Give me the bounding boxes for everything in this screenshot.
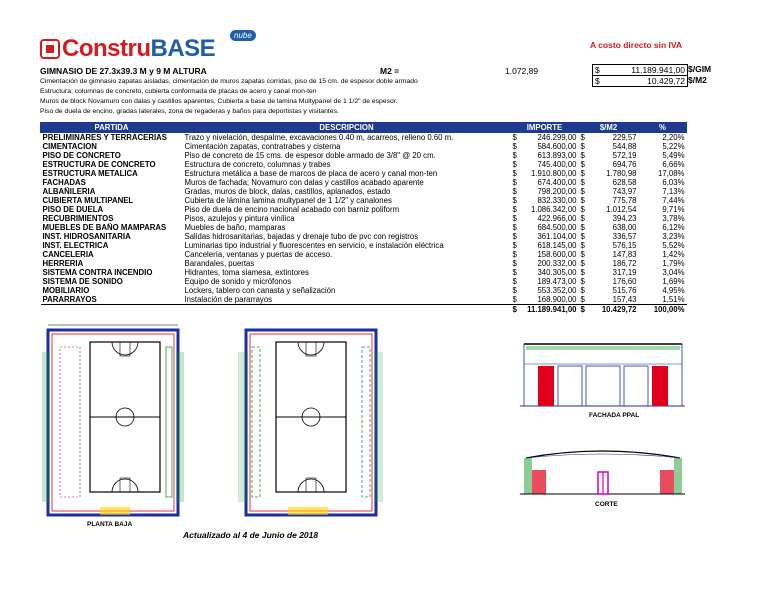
description-line: Muros de block Novamuro con dalas y castillos aparentes. Cubierta a base de lamina Multypanel de 1 1/2" de espesor.: [40, 98, 398, 105]
cell-pct: 17,08%: [658, 169, 685, 178]
cell-importe: 613.893,00: [537, 151, 577, 160]
floor-plan-label: PLANTA BAJA: [87, 521, 133, 528]
cell-cur2: $: [580, 196, 585, 205]
table-row: [41, 151, 687, 160]
cell-importe: 422.966,00: [537, 214, 577, 223]
cell-importe: 832.330,00: [537, 196, 577, 205]
cell-pct: 7,13%: [662, 187, 685, 196]
cell-descripcion: Hidrantes, toma siamesa, extintores: [184, 268, 309, 277]
cell-m2: 775,78: [612, 196, 637, 205]
cell-m2: 317,19: [612, 268, 637, 277]
total-importe: 11.189.941,00: [521, 305, 579, 315]
cell-descripcion: Salidas hidrosanitarias, bajadas y drenaje tubo de pvc con registros: [184, 232, 419, 241]
cell-cur1: $: [512, 277, 517, 286]
table-row: [41, 169, 687, 178]
table-row: [41, 286, 687, 295]
cell-importe: 618.145,00: [537, 241, 577, 250]
cell-pct: 4,95%: [662, 286, 685, 295]
cell-pct: 2,20%: [662, 133, 685, 142]
cell-cur1: $: [512, 259, 517, 268]
cell-m2: 336,57: [612, 232, 637, 241]
cell-descripcion: Lockers, tablero con canasta y señalización: [184, 286, 336, 295]
cell-cur1: $: [512, 142, 517, 151]
cell-m2: 694,76: [612, 160, 637, 169]
cell-pct: 6,12%: [662, 223, 685, 232]
cell-cur1: $: [512, 169, 517, 178]
header-pct: %: [639, 123, 687, 133]
total-cost-row: $ 11.189.941,00: [595, 65, 685, 75]
cell-cur2: $: [580, 268, 585, 277]
table-row: [41, 178, 687, 187]
cell-cur2: $: [580, 169, 585, 178]
cell-descripcion: Luminarias tipo industrial y fluorescentes en servicio, e instalación eléctrica: [184, 241, 444, 250]
cell-m2: 1.780,98: [606, 169, 637, 178]
table-row: [41, 223, 687, 232]
cell-cur2: $: [580, 187, 585, 196]
cell-importe: 200.332,00: [537, 259, 577, 268]
cell-cur2: $: [580, 223, 585, 232]
cell-descripcion: Estructura de concreto, columnas y trabes: [184, 160, 331, 169]
header-m2: $/M2: [579, 123, 639, 133]
cell-cur1: $: [512, 295, 517, 304]
cell-cur2: $: [580, 259, 585, 268]
cell-importe: 684.500,00: [537, 223, 577, 232]
cell-pct: 3,04%: [662, 268, 685, 277]
table-row: [41, 187, 687, 196]
cell-cur1: $: [512, 223, 517, 232]
header-partida: PARTIDA: [41, 123, 183, 133]
cell-cur2: $: [580, 142, 585, 151]
cell-pct: 1,69%: [662, 277, 685, 286]
table-row: [41, 250, 687, 259]
cell-cur2: $: [580, 286, 585, 295]
cell-cur2: $: [580, 214, 585, 223]
cell-descripcion: Muebles de baño, mamparas: [184, 223, 286, 232]
cost-per-m2-row: $ 10.429,72: [595, 76, 685, 86]
cell-cur1: $: [512, 160, 517, 169]
table-header-row: [41, 123, 687, 133]
cell-importe: 584.600,00: [537, 142, 577, 151]
cell-partida: INST. HIDROSANITARIA: [42, 232, 131, 241]
cell-importe: 340.305,00: [537, 268, 577, 277]
cell-cur2: $: [580, 295, 585, 304]
cell-cur2: $: [580, 205, 585, 214]
cell-partida: PRELIMINARES Y TERRACERIAS: [42, 133, 167, 142]
cell-partida: INST. ELECTRICA: [42, 241, 109, 250]
cell-partida: ALBAÑILERIA: [42, 187, 96, 196]
cell-importe: 168.900,00: [537, 295, 577, 304]
cell-descripcion: Cubierta de lámina lamina multypanel de 1 1/2" y canalones: [184, 196, 392, 205]
table-row: [41, 133, 687, 143]
update-date: Actualizado al 4 de Junio de 2018: [183, 530, 319, 540]
cell-descripcion: Pisos, azulejos y pintura vinílica: [184, 214, 295, 223]
table-row: [41, 142, 687, 151]
cell-cur2: $: [580, 277, 585, 286]
cell-importe: 361.104,00: [537, 232, 577, 241]
project-title: GIMNASIO DE 27.3x39.3 M y 9 M ALTURA: [40, 66, 207, 76]
cell-cur1: $: [512, 232, 517, 241]
cell-m2: 147,83: [612, 250, 637, 259]
cell-cur1: $: [512, 286, 517, 295]
cell-pct: 5,49%: [662, 151, 685, 160]
cell-descripcion: Trazo y nivelación, despalme, excavaciones 0.40 m, acarreos, relleno 0.60 m.: [184, 133, 454, 142]
cell-descripcion: Piso de duela de encino nacional acabado con barniz poliform: [184, 205, 400, 214]
cell-partida: HERRERIA: [42, 259, 84, 268]
cell-cur1: $: [512, 241, 517, 250]
total-row: $ 11.189.941,00 $ 10.429,72 100,00%: [41, 305, 687, 315]
budget-table: [40, 122, 687, 314]
cell-pct: 6,66%: [662, 160, 685, 169]
cell-partida: ESTRUCTURA METALICA: [42, 169, 138, 178]
total-unit: $/GIM: [688, 64, 712, 74]
table-row: [41, 232, 687, 241]
description-line: Piso de duela de encino, gradas laterales, zona de regaderas y baños para deportistas y visitantes.: [40, 108, 339, 115]
cell-importe: 745.400,00: [537, 160, 577, 169]
cell-m2: 628,58: [612, 178, 637, 187]
table-row: [41, 214, 687, 223]
cell-pct: 5,52%: [662, 241, 685, 250]
cell-importe: 553.352,00: [537, 286, 577, 295]
cell-partida: PARARRAYOS: [42, 295, 97, 304]
floor-plan-drawing: [40, 322, 185, 522]
table-row: [41, 268, 687, 277]
cell-partida: CIMENTACION: [42, 142, 97, 151]
total-cost-value: 11.189.941,00: [631, 65, 685, 75]
header-importe: IMPORTE: [511, 123, 579, 133]
cell-cur1: $: [512, 151, 517, 160]
cell-cur1: $: [512, 178, 517, 187]
brand-logo: [40, 31, 252, 62]
cell-cur2: $: [580, 241, 585, 250]
logo-icon: [40, 39, 60, 59]
cell-importe: 1.086.342,00: [530, 205, 577, 214]
table-row: [41, 241, 687, 250]
cell-m2: 572,19: [612, 151, 637, 160]
cell-m2: 229,57: [612, 133, 637, 142]
cell-descripcion: Equipo de sonido y micrófonos: [184, 277, 292, 286]
cell-partida: CANCELERIA: [42, 250, 94, 259]
cell-descripcion: Instalación de pararrayos: [184, 295, 273, 304]
table-row: [41, 196, 687, 205]
cell-m2: 515,76: [612, 286, 637, 295]
cell-descripcion: Cimentación zapatas, contratrabes y cisterna: [184, 142, 341, 151]
cell-cur2: $: [580, 232, 585, 241]
total-m2: 10.429,72: [589, 305, 639, 315]
cell-cur1: $: [512, 133, 517, 142]
cell-cur2: $: [580, 250, 585, 259]
area-value: 1.072,89: [505, 66, 539, 76]
header-descripcion: DESCRIPCION: [183, 123, 511, 133]
table-row: [41, 277, 687, 286]
cell-m2: 576,15: [612, 241, 637, 250]
cell-descripcion: Piso de concreto de 15 cms. de espesor doble armado de 3/8" @ 20 cm.: [184, 151, 436, 160]
table-row: [41, 160, 687, 169]
cell-cur2: $: [580, 160, 585, 169]
cell-descripcion: Gradas, muros de block, dalas, castillos, aplanados, estado: [184, 187, 391, 196]
cell-partida: CUBIERTA MULTIPANEL: [42, 196, 134, 205]
cell-partida: PISO DE DUELA: [42, 205, 104, 214]
cell-pct: 9,71%: [662, 205, 685, 214]
facade-drawing: [520, 336, 685, 411]
cell-descripcion: Muros de fachada; Novamuro con dalas y castillos acabado aparente: [184, 178, 424, 187]
logo-wordmark: ConstruBASE: [62, 35, 216, 62]
cell-importe: 674.400,00: [537, 178, 577, 187]
cell-partida: SISTEMA DE SONIDO: [42, 277, 123, 286]
cell-cur2: $: [580, 151, 585, 160]
cell-importe: 189.473,00: [537, 277, 577, 286]
cell-m2: 157,43: [612, 295, 637, 304]
table-row: [41, 259, 687, 268]
cell-cur1: $: [512, 196, 517, 205]
cell-partida: RECUBRIMIENTOS: [42, 214, 114, 223]
cell-m2: 743,97: [612, 187, 637, 196]
cell-cur1: $: [512, 205, 517, 214]
table-row: [41, 205, 687, 214]
cell-partida: SISTEMA CONTRA INCENDIO: [42, 268, 153, 277]
cell-partida: FACHADAS: [42, 178, 86, 187]
cell-pct: 3,23%: [662, 232, 685, 241]
cell-pct: 7,44%: [662, 196, 685, 205]
description-line: Estructura; columnas de concreto, cubierta conformada de placas de acero y canal mon-ten: [40, 88, 317, 95]
cell-m2: 394,23: [612, 214, 637, 223]
cell-m2: 638,00: [612, 223, 637, 232]
cell-pct: 3,78%: [662, 214, 685, 223]
cell-descripcion: Cancelería, ventanas y puertas de acceso.: [184, 250, 333, 259]
per-m2-unit: $/M2: [688, 75, 707, 85]
cell-importe: 798.200,00: [537, 187, 577, 196]
cell-pct: 5,22%: [662, 142, 685, 151]
cell-cur1: $: [512, 250, 517, 259]
cell-pct: 1,79%: [662, 259, 685, 268]
cost-per-m2-value: 10.429,72: [647, 76, 685, 86]
description-line: Cimentación de gimnasio zapatas aisladas, cimentación de muros zapatas corridas, piso de 15 cm. de espesor doble armado: [40, 78, 418, 85]
cell-cur2: $: [580, 178, 585, 187]
cell-pct: 1,42%: [662, 250, 685, 259]
cell-importe: 246.299,00: [537, 133, 577, 142]
cell-partida: PISO DE CONCRETO: [42, 151, 121, 160]
cell-partida: MOBILIARIO: [42, 286, 90, 295]
cell-cur2: $: [580, 133, 585, 142]
cell-pct: 6,03%: [662, 178, 685, 187]
cell-pct: 1,51%: [662, 295, 685, 304]
floor-plan-alt-drawing: [238, 322, 383, 522]
cell-cur1: $: [512, 187, 517, 196]
cost-note: A costo directo sin IVA: [590, 40, 683, 50]
cell-partida: MUEBLES DE BAÑO MAMPARAS: [42, 223, 167, 232]
section-drawing: [520, 440, 685, 500]
cell-m2: 186,72: [612, 259, 637, 268]
cell-m2: 176,60: [612, 277, 637, 286]
area-label: M2 =: [380, 66, 400, 76]
totals-box: [592, 64, 688, 87]
section-label: CORTE: [595, 501, 618, 508]
total-pct: 100,00%: [639, 305, 687, 315]
cell-importe: 1.910.800,00: [530, 169, 577, 178]
cell-m2: 1.012,54: [606, 205, 637, 214]
table-row: [41, 295, 687, 305]
cell-partida: ESTRUCTURA DE CONCRETO: [42, 160, 156, 169]
logo-badge: nube: [230, 30, 256, 41]
cell-descripcion: Estructura metálica a base de marcos de placa de acero y canal mon-ten: [184, 169, 438, 178]
cell-descripcion: Barandales, puertas: [184, 259, 255, 268]
cell-cur1: $: [512, 214, 517, 223]
cell-importe: 158.600,00: [537, 250, 577, 259]
cell-m2: 544,88: [612, 142, 637, 151]
cell-cur1: $: [512, 268, 517, 277]
facade-label: FACHADA PPAL: [589, 412, 640, 419]
